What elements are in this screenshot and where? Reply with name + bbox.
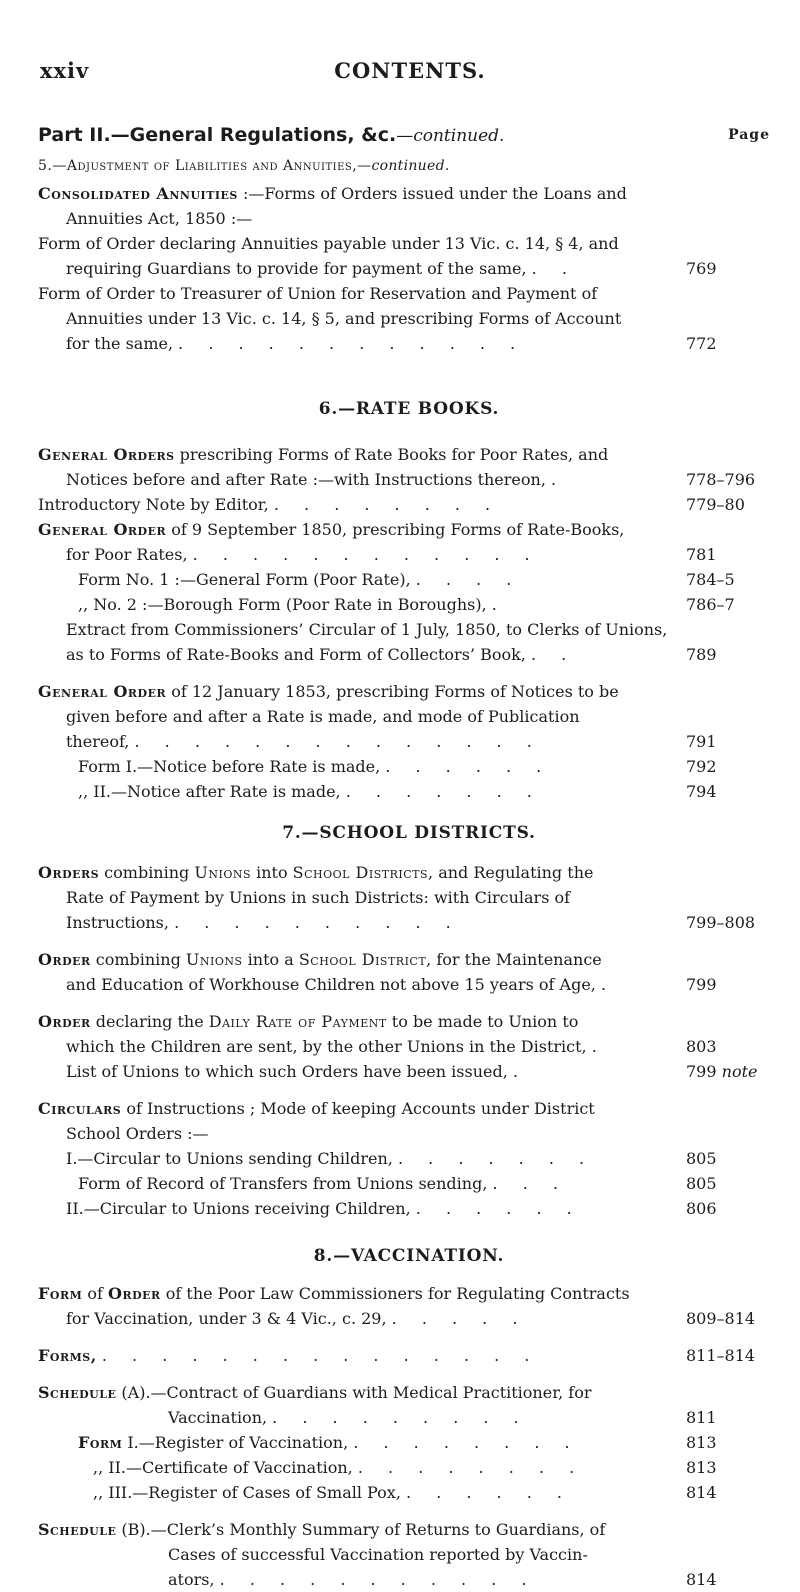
toc-entry: Form of Order to Treasurer of Union for Reservation and Payment of Annuities under 13 Vic. c. 14, § 5, and prescribing Forms of Account for the same, . . . . . . . . . . . . 772	[38, 281, 780, 356]
toc-entry: General Order of 9 September 1850, prescribing Forms of Rate-Books, for Poor Rates, . . . . . . . . . . . . 781	[38, 517, 780, 567]
toc-entry: List of Unions to which such Orders have been issued, . 799 note	[38, 1059, 780, 1084]
toc-entry: Forms, . . . . . . . . . . . . . . . 811–814	[38, 1343, 780, 1368]
toc-entry: Orders combining Unions into School Districts, and Regulating the Rate of Payment by Unions in such Districts: with Circulars of Instructions, . . . . . . . . . . 799–808	[38, 860, 780, 935]
toc-entry: ,, III.—Register of Cases of Small Pox, . . . . . . 814	[38, 1480, 780, 1505]
page-ref: 803	[686, 1037, 717, 1056]
toc-entry: ,, II.—Notice after Rate is made, . . . . . . . 794	[38, 779, 780, 804]
page-ref: 813	[686, 1433, 717, 1452]
toc-entry: Form of Order declaring Annuities payable under 13 Vic. c. 14, § 4, and requiring Guardians to provide for payment of the same, . . 769	[38, 231, 780, 281]
contents-body	[38, 120, 780, 1592]
part-heading: Part II.—General Regulations, &c.—continued. Page	[38, 120, 780, 150]
page-column-label: Page	[728, 127, 770, 143]
page-ref: 805	[686, 1174, 717, 1193]
toc-entry: Form of Order of the Poor Law Commissioners for Regulating Contracts for Vaccination, under 3 & 4 Vic., c. 29, . . . . . 809–814	[38, 1281, 780, 1331]
section-heading-rate-books: 6.—RATE BOOKS.	[318, 399, 500, 419]
page-ref: 794	[686, 782, 717, 801]
toc-entry: Form of Record of Transfers from Unions sending, . . . 805	[38, 1171, 780, 1196]
page-ref: 814	[686, 1570, 717, 1589]
page-ref: 809–814	[686, 1309, 756, 1328]
running-title: CONTENTS.	[334, 58, 486, 83]
page-ref: 781	[686, 545, 717, 564]
page-ref: 786–7	[686, 595, 735, 614]
page-number: xxiv	[40, 58, 90, 83]
toc-entry: Form I.—Register of Vaccination, . . . . . . . . 813	[38, 1430, 780, 1455]
page-ref: 813	[686, 1458, 717, 1477]
page-ref: 792	[686, 757, 717, 776]
page-ref: 805	[686, 1149, 717, 1168]
toc-entry: I.—Circular to Unions sending Children, . . . . . . . 805	[38, 1146, 780, 1171]
page-ref: 799 note	[686, 1062, 758, 1081]
toc-entry: General Order of 12 January 1853, prescribing Forms of Notices to be given before and after a Rate is made, and mode of Publication thereof, . . . . . . . . . . . . . . 791	[38, 679, 780, 754]
toc-entry: Extract from Commissioners’ Circular of 1 July, 1850, to Clerks of Unions, as to Forms of Rate-Books and Form of Collectors’ Book, . . 789	[38, 617, 780, 667]
page-ref: 789	[686, 645, 717, 664]
toc-entry: II.—Circular to Unions receiving Children, . . . . . . 806	[38, 1196, 780, 1221]
toc-entry: Schedule (B).—Clerk’s Monthly Summary of Returns to Guardians, of Cases of successful Vaccination reported by Vaccin- ators, . . . . . . . . . . . 814	[38, 1517, 780, 1592]
page-ref: 769	[686, 259, 717, 278]
page-ref: 811	[686, 1408, 717, 1427]
toc-entry: Form No. 1 :—General Form (Poor Rate), . . . . 784–5	[38, 567, 780, 592]
section-heading-vaccination: 8.—VACCINATION.	[313, 1246, 505, 1266]
toc-entry: Circulars of Instructions ; Mode of keeping Accounts under District School Orders :—	[38, 1099, 595, 1143]
page-header	[40, 58, 780, 88]
page-ref: 811–814	[686, 1346, 756, 1365]
page-ref: 778–796	[686, 470, 756, 489]
toc-entry: Order declaring the Daily Rate of Payment to be made to Union to which the Children are sent, by the other Unions in the District, . 803	[38, 1009, 780, 1059]
consolidated-annuities-entry: Consolidated Annuities :—Forms of Orders issued under the Loans and Annuities Act, 1850 :—	[38, 184, 627, 228]
page-ref: 772	[686, 334, 717, 353]
page-ref: 784–5	[686, 570, 735, 589]
subsection-heading: 5.—Adjustment of Liabilities and Annuities,—continued.	[38, 158, 450, 174]
page-ref: 799–808	[686, 913, 756, 932]
page-ref: 791	[686, 732, 717, 751]
page-ref: 799	[686, 975, 717, 994]
toc-entry: Form I.—Notice before Rate is made, . . . . . . 792	[38, 754, 780, 779]
toc-entry: Order combining Unions into a School District, for the Maintenance and Education of Workhouse Children not above 15 years of Age, . 799	[38, 947, 780, 997]
toc-entry: ,, No. 2 :—Borough Form (Poor Rate in Boroughs), . 786–7	[38, 592, 780, 617]
page-ref: 806	[686, 1199, 717, 1218]
page-ref: 814	[686, 1483, 717, 1502]
toc-entry: General Orders prescribing Forms of Rate Books for Poor Rates, and Notices before and after Rate :—with Instructions thereon, . 778–796	[38, 442, 780, 492]
page-ref: 779–80	[686, 495, 745, 514]
toc-entry: Introductory Note by Editor, . . . . . . . . 779–80	[38, 492, 780, 517]
toc-entry: ,, II.—Certificate of Vaccination, . . . . . . . . 813	[38, 1455, 780, 1480]
section-heading-school-districts: 7.—SCHOOL DISTRICTS.	[282, 823, 536, 843]
toc-entry: Schedule (A).—Contract of Guardians with Medical Practitioner, for Vaccination, . . . . . . . . . 811	[38, 1380, 780, 1430]
